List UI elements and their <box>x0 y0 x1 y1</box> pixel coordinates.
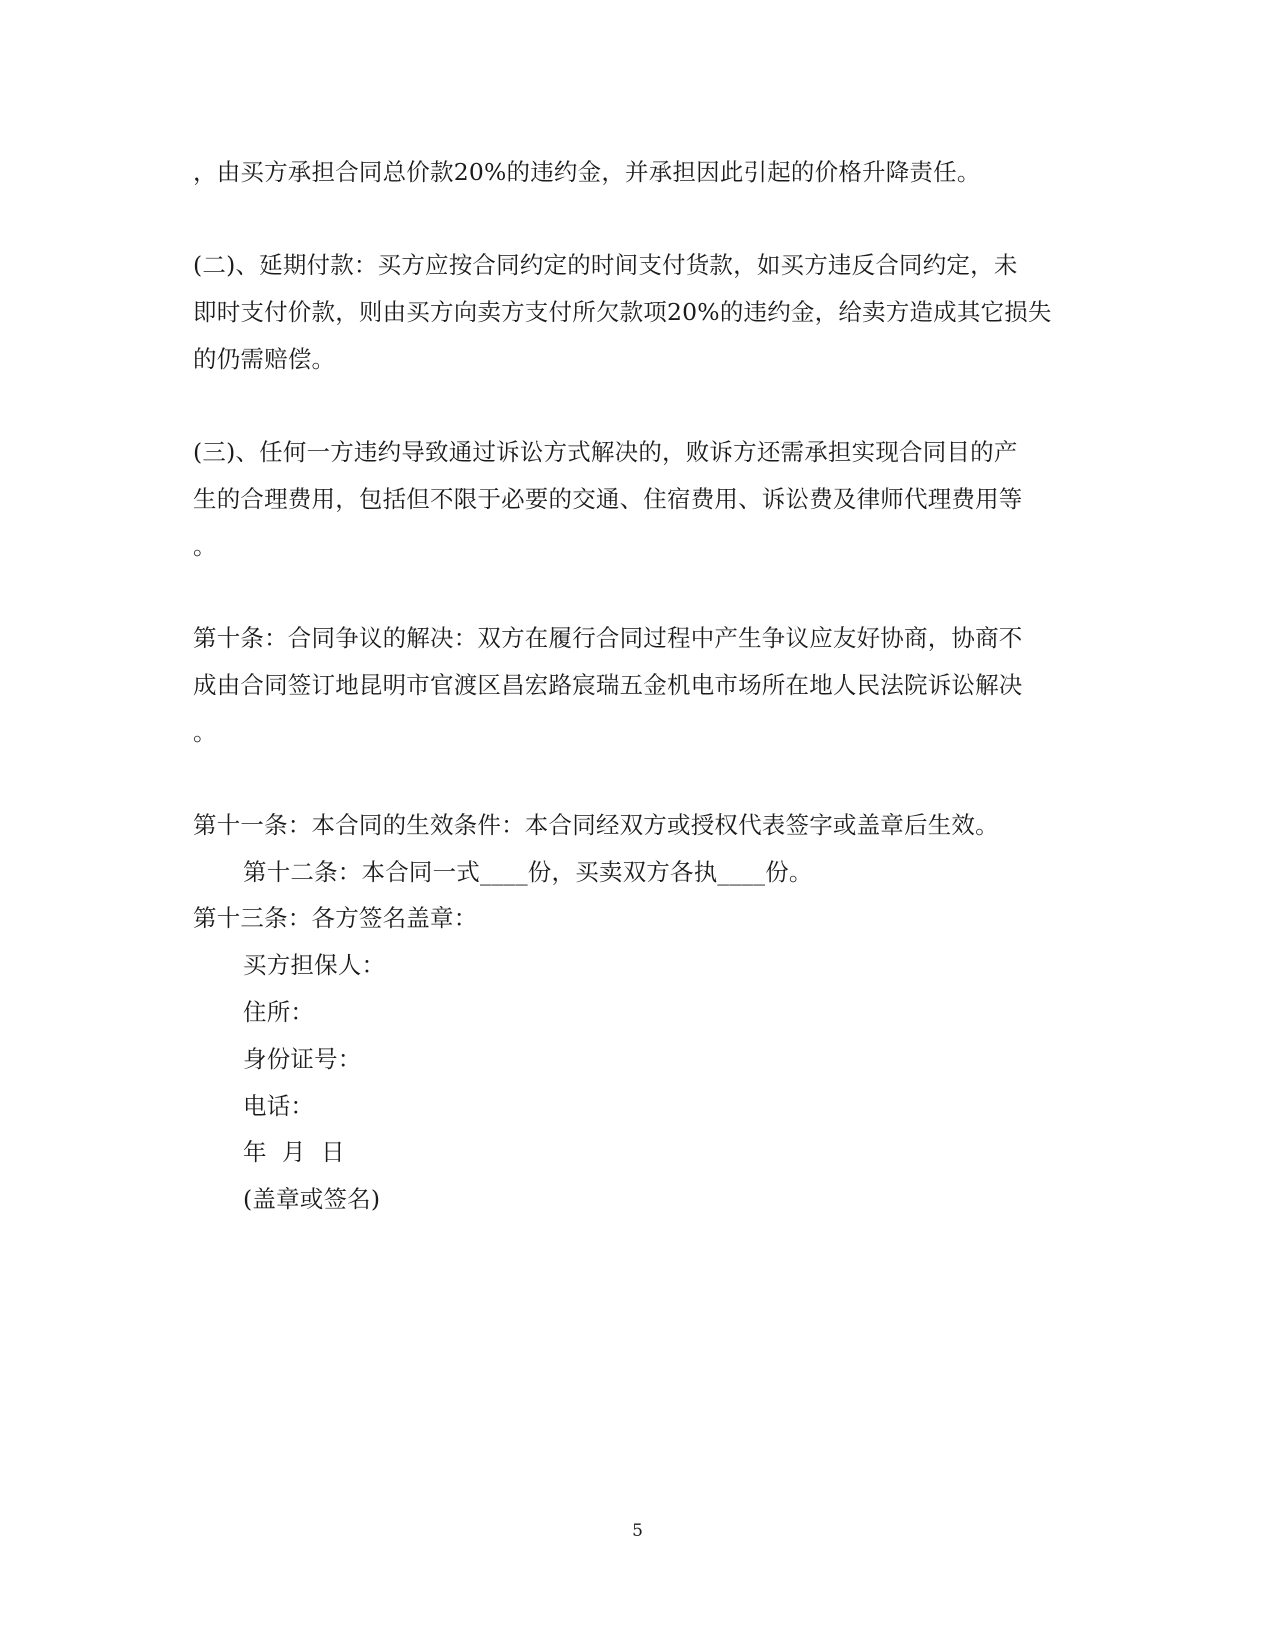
article-ten-line-2: 成由合同签订地昆明市官渡区昌宏路宸瑞五金机电市场所在地人民法院诉讼解决 <box>193 671 1023 699</box>
signature-date-label: 年 月 日 <box>243 1138 345 1166</box>
article-twelve: 第十二条：本合同一式____份，买卖双方各执____份。 <box>243 858 813 886</box>
signature-phone-label: 电话： <box>243 1092 315 1120</box>
article-ten-line-3: 。 <box>193 718 217 746</box>
paragraph-three-line-3: 。 <box>193 532 217 560</box>
signature-guarantor-label: 买方担保人： <box>243 951 386 979</box>
article-thirteen: 第十三条：各方签名盖章： <box>193 904 478 932</box>
paragraph-two-line-3: 的仍需赔偿。 <box>193 345 336 373</box>
signature-address-label: 住所： <box>243 998 315 1026</box>
paragraph-three-line-2: 生的合理费用，包括但不限于必要的交通、住宿费用、诉讼费及律师代理费用等 <box>193 485 1023 513</box>
paragraph-two-line-2: 即时支付价款，则由买方向卖方支付所欠款项20%的违约金，给卖方造成其它损失 <box>193 298 1052 326</box>
paragraph-continuation-line: ，由买方承担合同总价款20%的违约金，并承担因此引起的价格升降责任。 <box>193 158 981 186</box>
signature-seal-label: (盖章或签名) <box>243 1185 381 1213</box>
signature-id-number-label: 身份证号： <box>243 1045 362 1073</box>
page-number: 5 <box>632 1521 643 1541</box>
paragraph-three-line-1: (三)、任何一方违约导致通过诉讼方式解决的，败诉方还需承担实现合同目的产 <box>193 438 1018 466</box>
paragraph-two-line-1: (二)、延期付款：买方应按合同约定的时间支付货款，如买方违反合同约定，未 <box>193 251 1018 279</box>
article-ten-line-1: 第十条：合同争议的解决：双方在履行合同过程中产生争议应友好协商，协商不 <box>193 624 1023 652</box>
article-eleven: 第十一条：本合同的生效条件：本合同经双方或授权代表签字或盖章后生效。 <box>193 811 999 839</box>
